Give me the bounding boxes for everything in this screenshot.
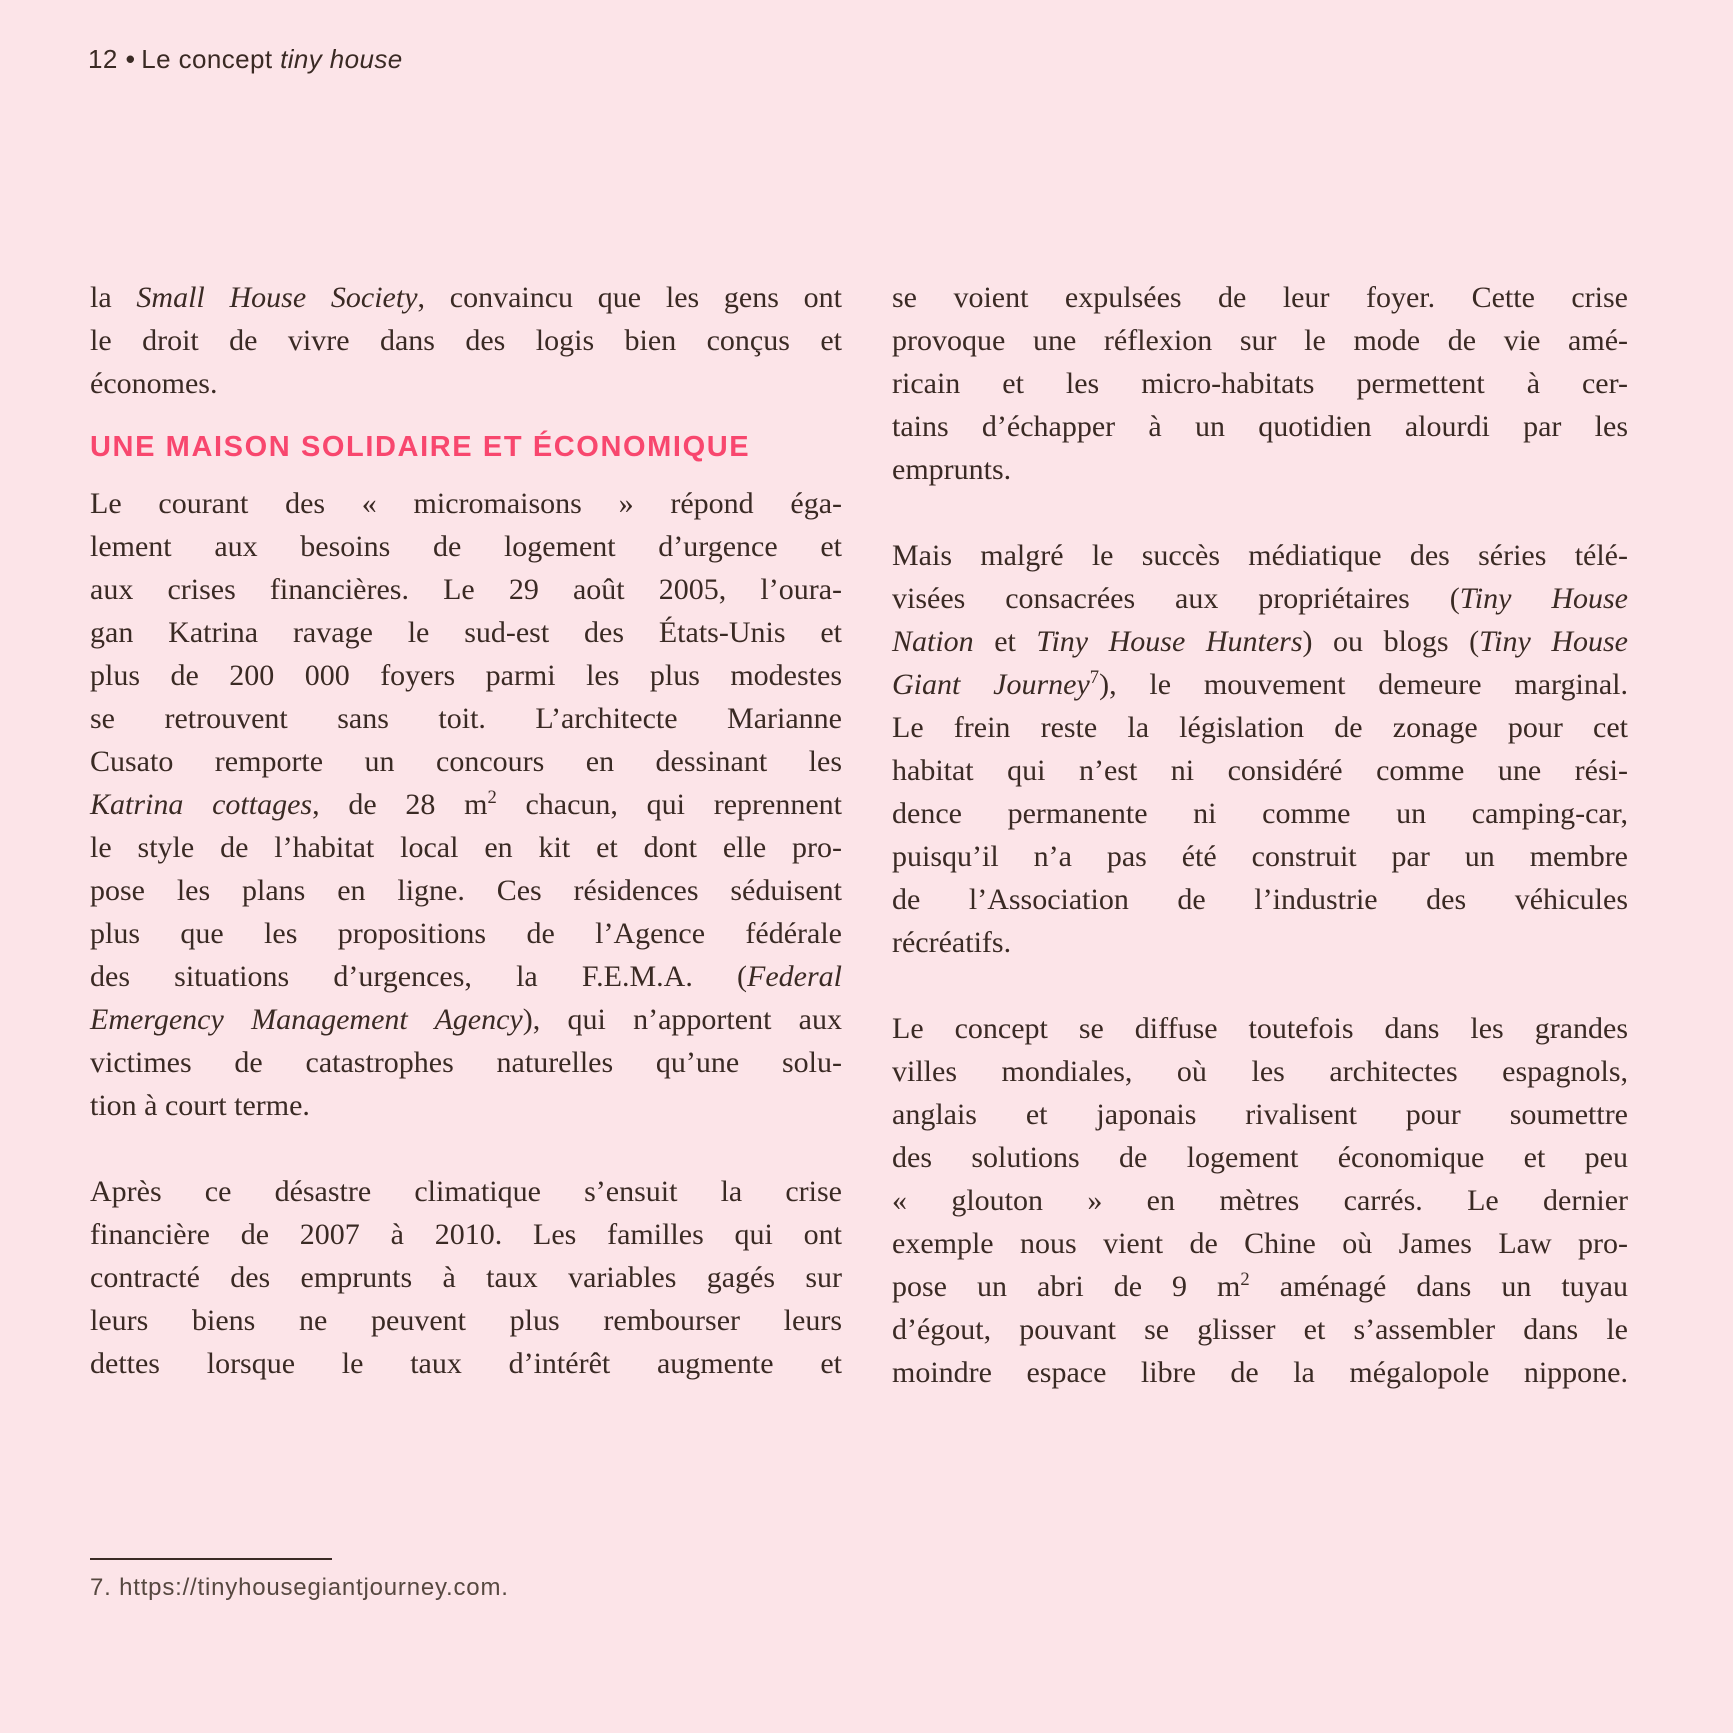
footnote-rule [90, 1558, 332, 1560]
paragraph [90, 276, 842, 405]
text-line: moindre espace libre de la mégalopole nippone. [892, 1356, 1628, 1389]
text-line: se voient expulsées de leur foyer. Cette crise [892, 281, 1628, 314]
paragraph [892, 534, 1628, 964]
text-line: tion à court terme. [90, 1089, 310, 1122]
text-line: anglais et japonais rivalisent pour soumettre [892, 1098, 1628, 1131]
text-line: Nation et Tiny House Hunters) ou blogs (Tiny House [892, 625, 1628, 658]
text-line: contracté des emprunts à taux variables gagés sur [90, 1261, 842, 1294]
text-line: exemple nous vient de Chine où James Law pro- [892, 1227, 1628, 1260]
text-line: dence permanente ni comme un camping-car, [892, 797, 1628, 830]
text-line: la Small House Society, convaincu que les gens ont [90, 281, 843, 314]
paragraph [90, 482, 842, 1127]
text-line: tains d’échapper à un quotidien alourdi par les [892, 410, 1628, 443]
paragraph [892, 276, 1628, 491]
text-line: pose un abri de 9 $m^2$ aménagé dans un tuyau [892, 1269, 1629, 1303]
text-line: des solutions de logement économique et peu [892, 1141, 1628, 1174]
text-line: le style de l’habitat local en kit et dont elle pro- [90, 831, 842, 864]
text-line: lement aux besoins de logement d’urgence et [90, 530, 842, 563]
column-left [90, 276, 842, 1385]
text-line: visées consacrées aux propriétaires (Tiny House [892, 582, 1628, 615]
text-line: pose les plans en ligne. Ces résidences séduisent [90, 874, 842, 907]
header-bullet: • [125, 44, 136, 74]
column-right [892, 276, 1628, 1394]
text-line: Cusato remporte un concours en dessinant les [90, 745, 842, 778]
text-line: puisqu’il n’a pas été construit par un membre [892, 840, 1628, 873]
section-heading: UNE MAISON SOLIDAIRE ET ÉCONOMIQUE [90, 431, 751, 463]
text-line: emprunts. [892, 453, 1012, 486]
text-line: provoque une réflexion sur le mode de vie amé- [892, 324, 1628, 357]
text-line: Le frein reste la législation de zonage pour cet [892, 711, 1628, 744]
text-line: villes mondiales, où les architectes espagnols, [892, 1055, 1628, 1088]
text-line: plus de 200 000 foyers parmi les plus modestes [90, 659, 842, 692]
text-line: Le courant des « micromaisons » répond éga- [90, 487, 842, 520]
text-line: le droit de vivre dans des logis bien conçus et [90, 324, 842, 357]
text-line: d’égout, pouvant se glisser et s’assembler dans le [892, 1313, 1628, 1346]
paragraph [90, 1170, 842, 1385]
text-line: économes. [90, 367, 218, 400]
text-line: gan Katrina ravage le sud-est des États-Unis et [90, 616, 842, 649]
text-line: ricain et les micro-habitats permettent à cer- [892, 367, 1628, 400]
text-line: récréatifs. [892, 926, 1012, 959]
text-line: Katrina cottages, de 28 $m^2$ chacun, qui reprennent [90, 787, 843, 821]
text-line: Le concept se diffuse toutefois dans les grandes [892, 1012, 1628, 1045]
text-line: victimes de catastrophes naturelles qu’une solu- [90, 1046, 842, 1079]
text-line: habitat qui n’est ni considéré comme une rési- [892, 754, 1628, 787]
paragraph [892, 1007, 1628, 1394]
running-header [88, 44, 403, 75]
text-line: financière de 2007 à 2010. Les familles qui ont [90, 1218, 842, 1251]
header-title: Le concept [141, 44, 281, 74]
text-line: « glouton » en mètres carrés. Le dernier [892, 1184, 1628, 1217]
text-line: se retrouvent sans toit. L’architecte Marianne [90, 702, 842, 735]
text-line: plus que les propositions de l’Agence fédérale [90, 917, 842, 950]
footnote-text: 7. https://tinyhousegiantjourney.com. [90, 1574, 509, 1601]
footnote [90, 1558, 509, 1602]
text-line: des situations d’urgences, la F.E.M.A. (Federal [90, 960, 842, 993]
text-line: Après ce désastre climatique s’ensuit la crise [90, 1175, 842, 1208]
header-title-italic: tiny house [280, 44, 403, 74]
text-line: de l’Association de l’industrie des véhicules [892, 883, 1628, 916]
text-line: dettes lorsque le taux d’intérêt augmente et [90, 1347, 842, 1380]
text-line: Giant Journey$^7$), le mouvement demeure marginal. [892, 667, 1628, 701]
text-line: Mais malgré le succès médiatique des séries télé- [892, 539, 1628, 572]
text-line: Emergency Management Agency), qui n’apportent aux [90, 1003, 842, 1036]
text-line: aux crises financières. Le 29 août 2005, l’oura- [90, 573, 842, 606]
page-number: 12 [88, 44, 118, 74]
text-line: leurs biens ne peuvent plus rembourser leurs [90, 1304, 842, 1337]
